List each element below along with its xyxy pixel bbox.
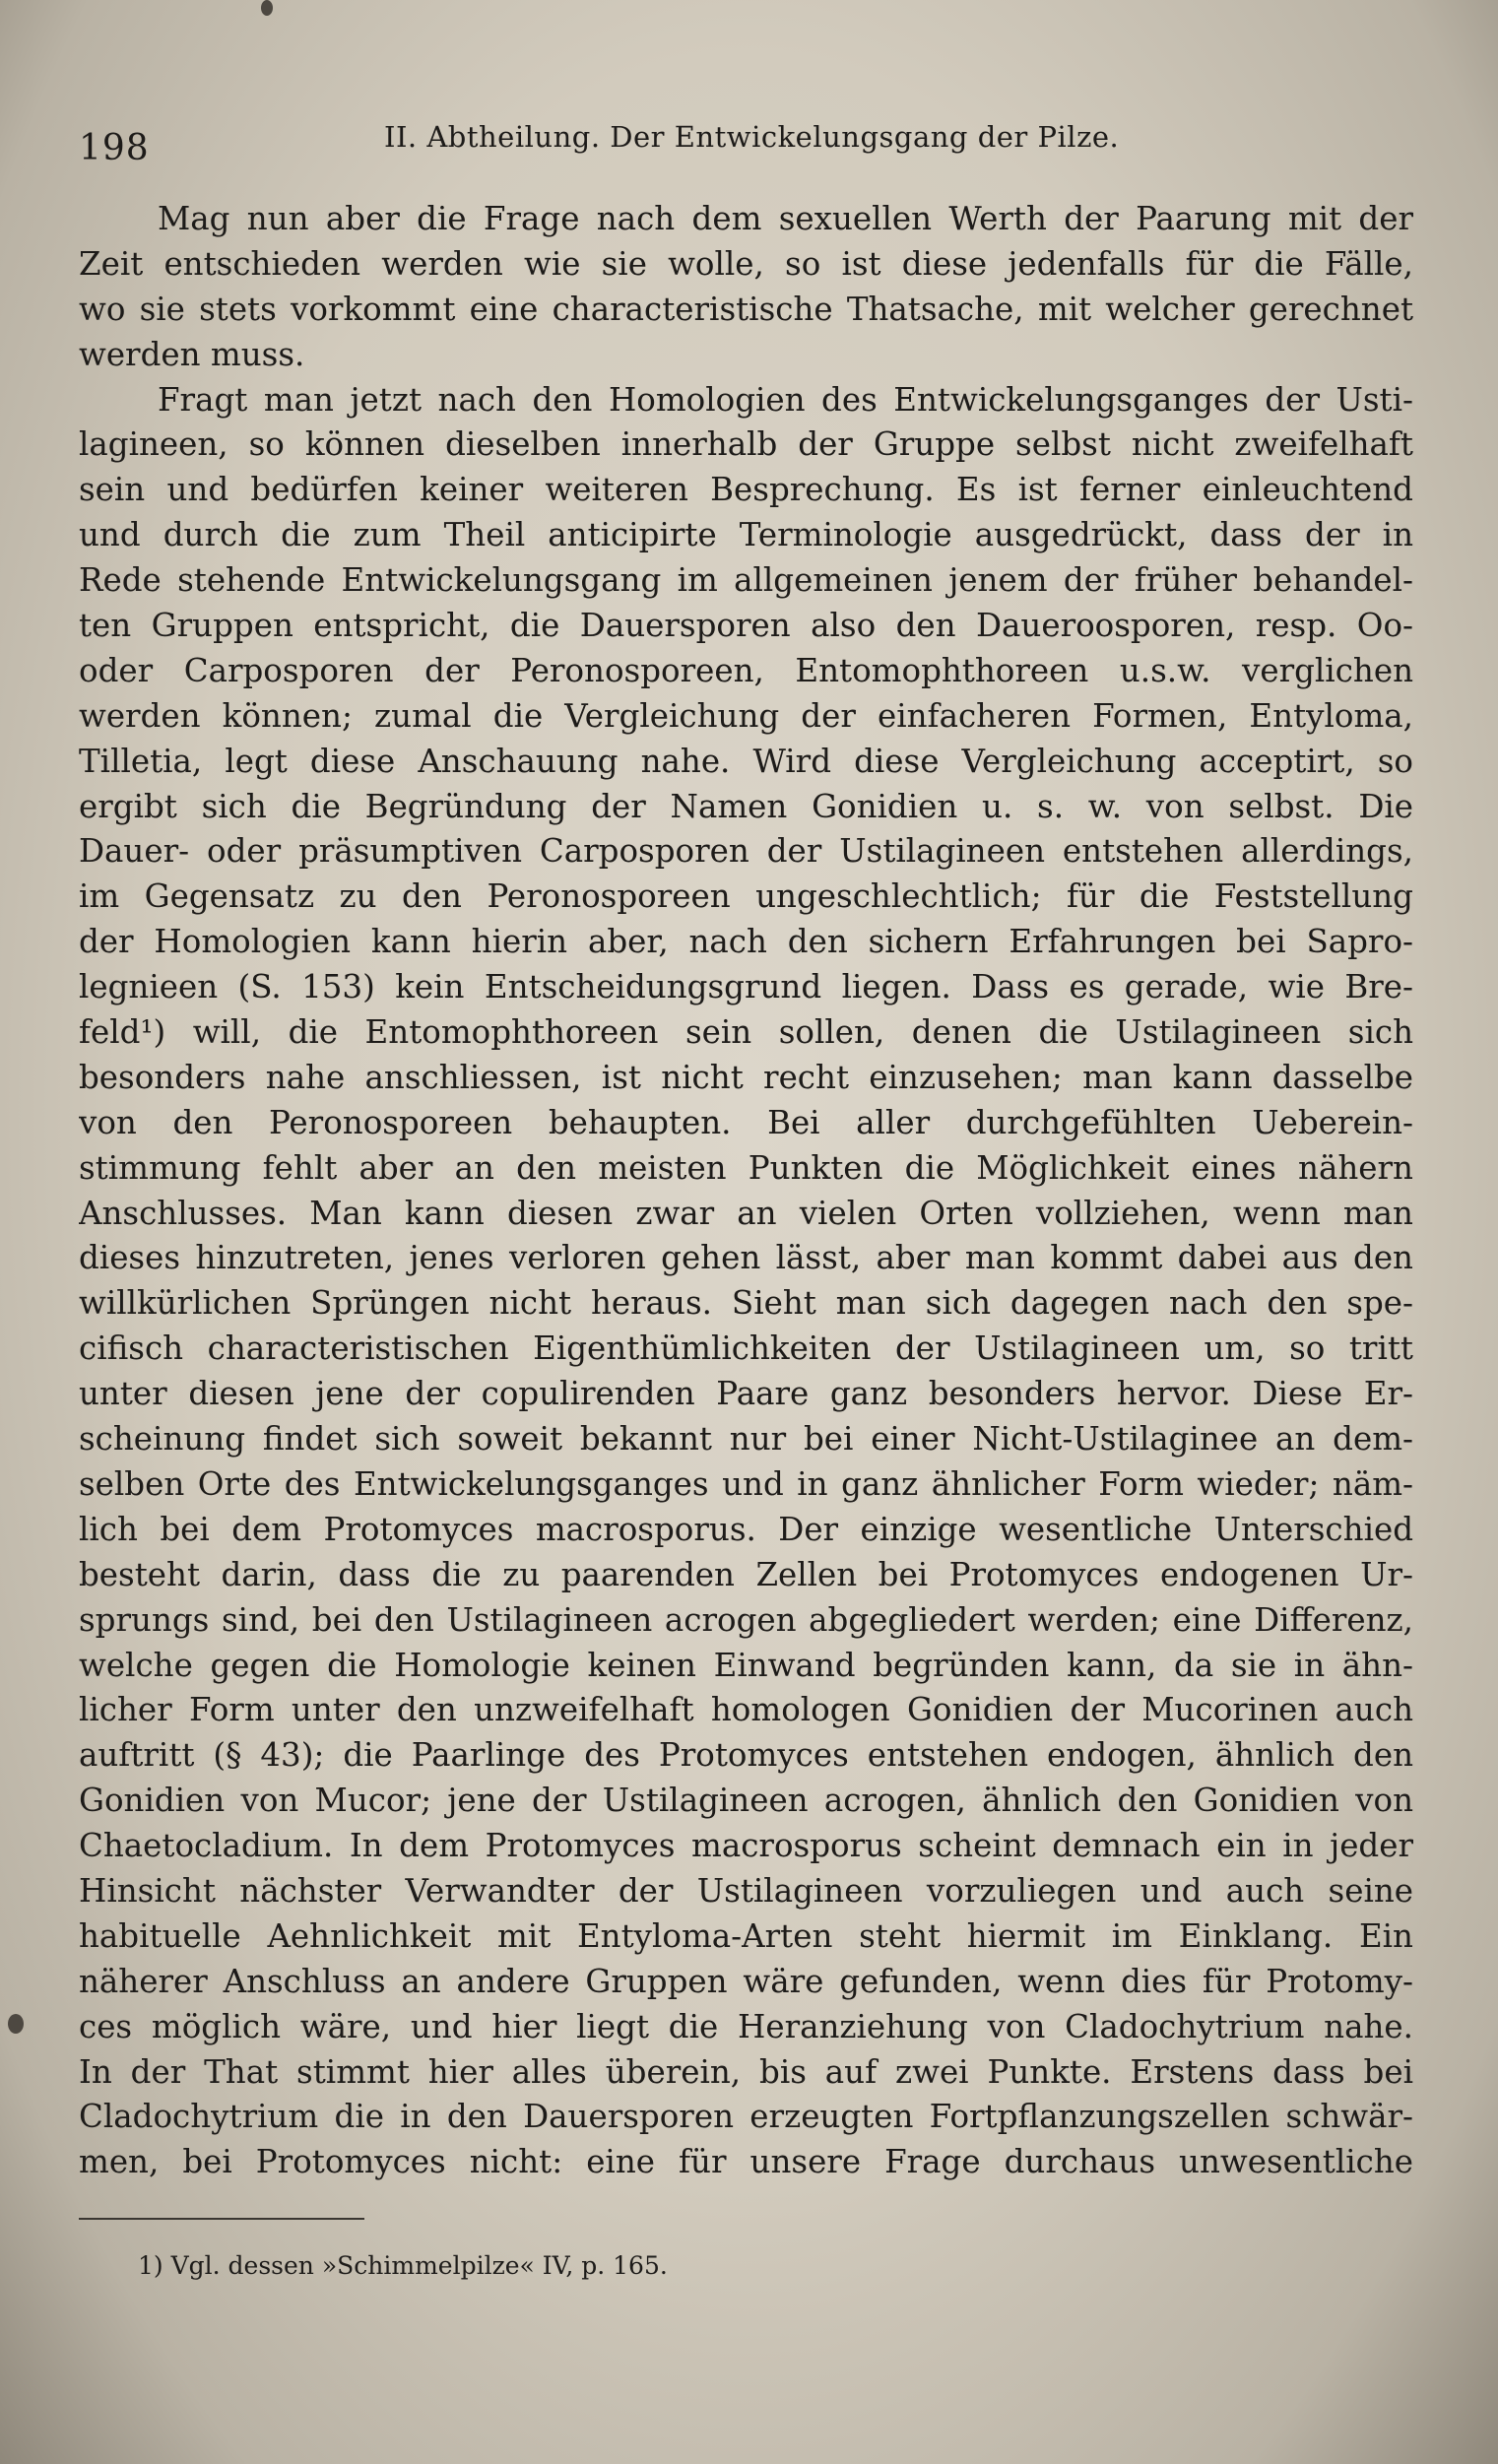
text-line: näherer Anschluss an andere Gruppen wäre gefunden, wenn dies für Protomy- xyxy=(79,1962,1413,2000)
text-line: Rede stehende Entwickelungsgang im allgemeinen jenem der früher behandel- xyxy=(79,561,1413,600)
text-line: Mag nun aber die Frage nach dem sexuellen Werth der Paarung mit der xyxy=(158,200,1413,237)
text-line: Anschlusses. Man kann diesen zwar an vielen Orten vollziehen, wenn man xyxy=(79,1194,1413,1232)
text-line: scheinung findet sich soweit bekannt nur bei einer Nicht-Ustilaginee an dem- xyxy=(79,1420,1413,1459)
text-line: werden können; zumal die Vergleichung der einfacheren Formen, Entyloma, xyxy=(79,696,1413,735)
text-line: von den Peronosporeen behaupten. Bei aller durchgefühlten Ueberein- xyxy=(79,1103,1413,1141)
text-line: und durch die zum Theil anticipirte Terminologie ausgedrückt, dass der in xyxy=(79,516,1413,554)
text-line: Fragt man jetzt nach den Homologien des Entwickelungsganges der Usti- xyxy=(158,380,1413,419)
footnote: 1) Vgl. dessen »Schimmelpilze« IV, p. 165. xyxy=(138,2251,668,2280)
text-line: Gonidien von Mucor; jene der Ustilagineen acrogen, ähnlich den Gonidien von xyxy=(79,1782,1413,1820)
text-line: dieses hinzutreten, jenes verloren gehen lässt, aber man kommt dabei aus den xyxy=(79,1239,1413,1277)
footnote-divider xyxy=(79,2218,364,2220)
text-line: Hinsicht nächster Verwandter der Ustilagineen vorzuliegen und auch seine xyxy=(79,1871,1413,1910)
running-head: II. Abtheilung. Der Entwickelungsgang der Pilze. xyxy=(384,120,1120,154)
text-line: Dauer- oder präsumptiven Carposporen der Ustilagineen entstehen allerdings, xyxy=(79,832,1413,871)
text-line: selben Orte des Entwickelungsganges und in ganz ähnlicher Form wieder; näm- xyxy=(79,1464,1413,1503)
text-line: feld¹) will, die Entomophthoreen sein sollen, denen die Ustilagineen sich xyxy=(79,1013,1413,1052)
text-line: Cladochytrium die in den Dauersporen erzeugten Fortpflanzungszellen schwär- xyxy=(79,2098,1413,2136)
page-header xyxy=(79,120,1418,169)
text-line: ces möglich wäre, und hier liegt die Heranziehung von Cladochytrium nahe. xyxy=(79,2007,1413,2045)
text-line: In der That stimmt hier alles überein, bis auf zwei Punkte. Erstens dass bei xyxy=(79,2052,1413,2091)
text-line: im Gegensatz zu den Peronosporeen ungeschlechtlich; für die Feststellung xyxy=(79,877,1413,916)
text-line: oder Carposporen der Peronosporeen, Entomophthoreen u.s.w. verglichen xyxy=(79,651,1413,689)
text-line: der Homologien kann hierin aber, nach den sichern Erfahrungen bei Sapro- xyxy=(79,923,1413,961)
body-text xyxy=(79,197,1413,2185)
text-line: ten Gruppen entspricht, die Dauersporen also den Daueroosporen, resp. Oo- xyxy=(79,607,1413,645)
text-line: legnieen (S. 153) kein Entscheidungsgrund liegen. Dass es gerade, wie Bre- xyxy=(79,968,1413,1006)
text-line: besteht darin, dass die zu paarenden Zellen bei Protomyces endogenen Ur- xyxy=(79,1555,1413,1593)
text-line: Chaetocladium. In dem Protomyces macrosporus scheint demnach ein in jeder xyxy=(79,1827,1413,1865)
text-line: unter diesen jene der copulirenden Paare ganz besonders hervor. Diese Er- xyxy=(79,1375,1413,1413)
text-line: licher Form unter den unzweifelhaft homologen Gonidien der Mucorinen auch xyxy=(79,1691,1413,1729)
text-line: auftritt (§ 43); die Paarlinge des Protomyces entstehen endogen, ähnlich den xyxy=(79,1736,1413,1775)
text-line: cifisch characteristischen Eigenthümlichkeiten der Ustilagineen um, so tritt xyxy=(79,1329,1413,1368)
text-line: sein und bedürfen keiner weiteren Besprechung. Es ist ferner einleuchtend xyxy=(79,471,1413,509)
text-line: lich bei dem Protomyces macrosporus. Der einzige wesentliche Unterschied xyxy=(79,1510,1413,1548)
page-number: 198 xyxy=(79,128,150,168)
text-line: welche gegen die Homologie keinen Einwand begründen kann, da sie in ähn- xyxy=(79,1646,1413,1684)
text-line: wo sie stets vorkommt eine characteristische Thatsache, mit welcher gerechnet xyxy=(79,290,1413,328)
text-line: Zeit entschieden werden wie sie wolle, so ist diese jedenfalls für die Fälle, xyxy=(79,244,1413,283)
text-line: besonders nahe anschliessen, ist nicht recht einzusehen; man kann dasselbe xyxy=(79,1058,1413,1096)
text-line: men, bei Protomyces nicht: eine für unsere Frage durchaus unwesentliche xyxy=(79,2143,1413,2181)
text-line: ergibt sich die Begründung der Namen Gonidien u. s. w. von selbst. Die xyxy=(79,787,1413,825)
text-line: werden muss. xyxy=(79,335,305,373)
ink-spot xyxy=(261,0,273,16)
text-line: lagineen, so können dieselben innerhalb der Gruppe selbst nicht zweifelhaft xyxy=(79,425,1413,464)
text-line: willkürlichen Sprüngen nicht heraus. Sieht man sich dagegen nach den spe- xyxy=(79,1284,1413,1323)
text-line: Tilletia, legt diese Anschauung nahe. Wird diese Vergleichung acceptirt, so xyxy=(79,742,1413,780)
text-line: sprungs sind, bei den Ustilagineen acrogen abgegliedert werden; eine Differenz, xyxy=(79,1600,1413,1639)
ink-spot xyxy=(8,2014,24,2034)
text-line: stimmung fehlt aber an den meisten Punkten die Möglichkeit eines nähern xyxy=(79,1148,1413,1187)
text-line: habituelle Aehnlichkeit mit Entyloma-Arten steht hiermit im Einklang. Ein xyxy=(79,1916,1413,1955)
